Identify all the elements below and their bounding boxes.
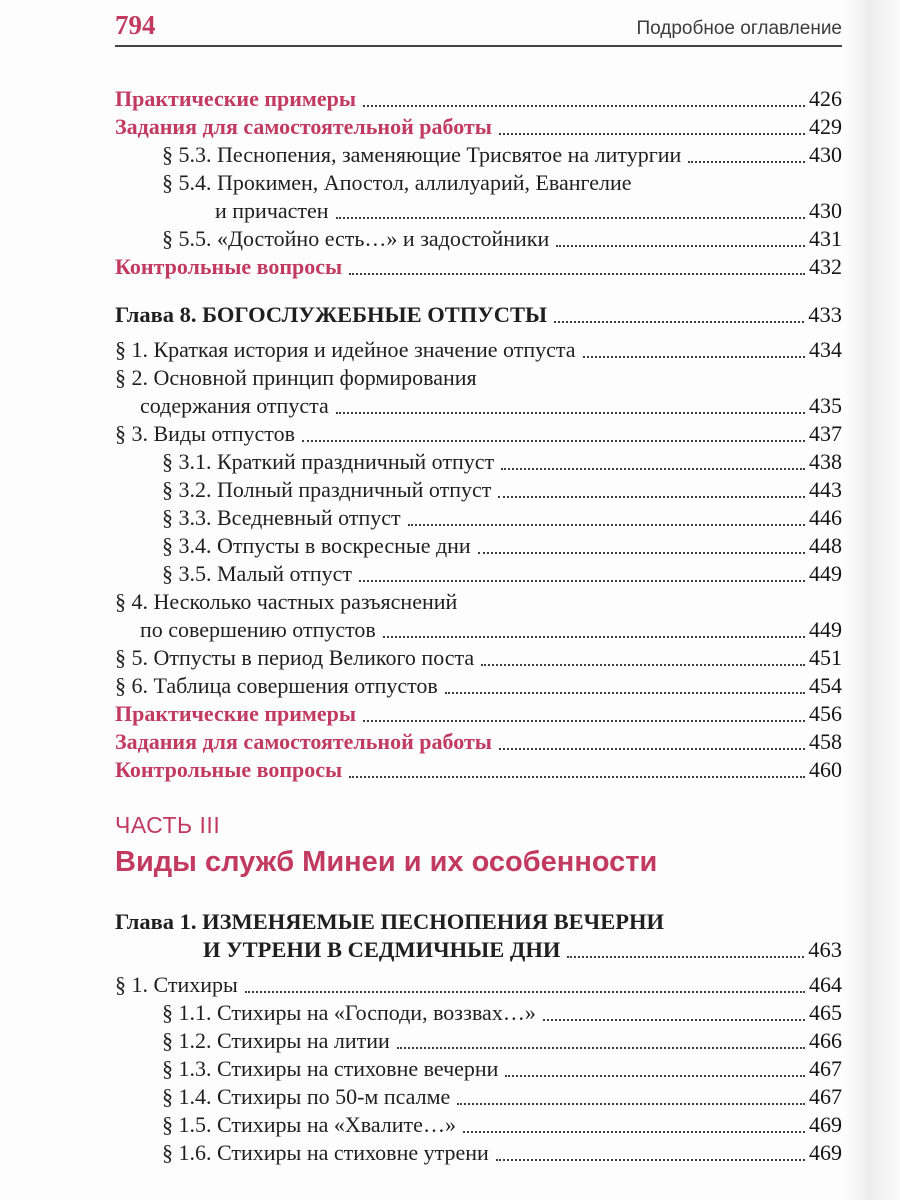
- toc-entry-page: 454: [809, 673, 842, 698]
- dot-leader: [554, 321, 804, 323]
- dot-leader: [583, 356, 805, 358]
- toc-entry-page: 460: [809, 757, 842, 782]
- toc-entry-label: § 5.4. Прокимен, Апостол, аллилуарий, Евангелие: [162, 170, 632, 195]
- toc-entry: [115, 113, 842, 141]
- toc-entry-label: § 3.4. Отпусты в воскресные дни: [162, 533, 471, 558]
- toc-entry-label: Контрольные вопросы: [115, 254, 343, 279]
- page-number: 794: [115, 10, 156, 40]
- toc-entry: [115, 700, 842, 728]
- dot-leader: [245, 991, 805, 993]
- toc-entry-page: 467: [809, 1084, 842, 1109]
- toc-entry: [115, 756, 842, 784]
- toc-entry-label: Глава 8. БОГОСЛУЖЕБНЫЕ ОТПУСТЫ: [115, 302, 548, 327]
- dot-leader: [363, 720, 805, 722]
- toc-entry: [115, 336, 842, 364]
- toc-entry: [115, 197, 842, 225]
- dot-leader: [688, 161, 805, 163]
- toc-entry-label: Практические примеры: [115, 86, 357, 111]
- dot-leader: [505, 1075, 805, 1077]
- toc-entry-page: 463: [808, 937, 842, 962]
- dot-leader: [457, 1103, 805, 1105]
- toc-entry: [115, 1055, 842, 1083]
- running-header-title: Подробное оглавление: [636, 18, 842, 39]
- table-of-contents: [115, 85, 842, 1167]
- dot-leader: [498, 496, 805, 498]
- toc-entry: [115, 448, 842, 476]
- toc-entry: [115, 1083, 842, 1111]
- toc-entry-label: § 1. Краткая история и идейное значение отпуста: [115, 337, 576, 362]
- toc-entry-page: 464: [809, 972, 842, 997]
- toc-entry: [115, 728, 842, 756]
- toc-entry-page: 438: [809, 449, 842, 474]
- toc-entry-label: Контрольные вопросы: [115, 757, 343, 782]
- toc-entry: [115, 420, 842, 448]
- toc-entry: [115, 644, 842, 672]
- toc-entry-page: 469: [809, 1140, 842, 1165]
- toc-entry-page: 443: [809, 477, 842, 502]
- toc-entry: [115, 971, 842, 999]
- toc-entry: [115, 1139, 842, 1167]
- toc-entry: [115, 999, 842, 1027]
- toc-entry-label: Практические примеры: [115, 701, 357, 726]
- toc-entry-page: 451: [809, 645, 842, 670]
- toc-entry-label: § 1.6. Стихиры на стиховне утрени: [162, 1140, 489, 1165]
- toc-entry-page: 449: [809, 561, 842, 586]
- toc-entry-label: содержания отпуста: [140, 393, 329, 418]
- dot-leader: [445, 692, 805, 694]
- toc-entry-page: 448: [809, 533, 842, 558]
- toc-entry: [115, 141, 842, 169]
- toc-entry-label: § 5.3. Песнопения, заменяющие Трисвятое на литургии: [162, 142, 682, 167]
- toc-entry: [115, 560, 842, 588]
- toc-entry: [115, 588, 842, 616]
- toc-entry: [115, 532, 842, 560]
- toc-entry: [115, 1027, 842, 1055]
- toc-entry-label: § 1.1. Стихиры на «Господи, воззвах…»: [162, 1000, 536, 1025]
- toc-entry-label: § 1.4. Стихиры по 50-м псалме: [162, 1084, 451, 1109]
- dot-leader: [499, 133, 805, 135]
- toc-entry: [115, 616, 842, 644]
- toc-entry-page: 437: [809, 421, 842, 446]
- toc-entry-page: 446: [809, 505, 842, 530]
- dot-leader: [336, 412, 805, 414]
- toc-entry-label: по совершению отпустов: [140, 617, 376, 642]
- dot-leader: [499, 748, 805, 750]
- toc-entry: [115, 1111, 842, 1139]
- dot-leader: [556, 245, 805, 247]
- dot-leader: [359, 580, 805, 582]
- toc-entry-label: и причастен: [215, 198, 329, 223]
- dot-leader: [397, 1047, 805, 1049]
- toc-entry-page: 456: [809, 701, 842, 726]
- toc-entry-label: § 5.5. «Достойно есть…» и задостойники: [162, 226, 550, 251]
- toc-entry-label: § 3.1. Краткий праздничный отпуст: [162, 449, 495, 474]
- toc-entry-page: 429: [809, 114, 842, 139]
- toc-entry: [115, 364, 842, 392]
- part-label: ЧАСТЬ III: [115, 812, 221, 838]
- toc-entry: [115, 672, 842, 700]
- dot-leader: [501, 468, 805, 470]
- toc-entry-label: § 3. Виды отпустов: [115, 421, 295, 446]
- toc-entry: [115, 169, 842, 197]
- toc-entry: [115, 85, 842, 113]
- toc-entry-page: 435: [809, 393, 842, 418]
- toc-entry-label: § 2. Основной принцип формирования: [115, 365, 477, 390]
- dot-leader: [567, 956, 804, 958]
- toc-entry-label: § 5. Отпусты в период Великого поста: [115, 645, 475, 670]
- toc-entry: [115, 908, 842, 936]
- toc-entry: [115, 476, 842, 504]
- toc-entry: [115, 225, 842, 253]
- part-title: Виды служб Минеи и их особенности: [115, 846, 658, 878]
- toc-entry-page: 432: [809, 254, 842, 279]
- toc-entry-label: § 6. Таблица совершения отпустов: [115, 673, 438, 698]
- toc-entry-page: 433: [808, 302, 842, 327]
- toc-entry-label: Задания для самостоятельной работы: [115, 729, 492, 754]
- toc-entry-page: 431: [809, 226, 842, 251]
- toc-entry-page: 430: [809, 198, 842, 223]
- toc-entry-label: § 4. Несколько частных разъяснений: [115, 589, 458, 614]
- toc-entry-label: § 1.5. Стихиры на «Хвалите…»: [162, 1112, 456, 1137]
- dot-leader: [543, 1019, 805, 1021]
- toc-entry: [115, 301, 842, 329]
- toc-entry-page: 449: [809, 617, 842, 642]
- dot-leader: [478, 552, 805, 554]
- toc-entry-label: И УТРЕНИ В СЕДМИЧНЫЕ ДНИ: [203, 937, 561, 962]
- toc-entry: [115, 392, 842, 420]
- dot-leader: [496, 1159, 805, 1161]
- toc-entry-label: § 1.3. Стихиры на стиховне вечерни: [162, 1056, 499, 1081]
- toc-entry: [115, 253, 842, 281]
- toc-entry-page: 434: [809, 337, 842, 362]
- toc-entry-label: Задания для самостоятельной работы: [115, 114, 492, 139]
- dot-leader: [463, 1131, 805, 1133]
- dot-leader: [481, 664, 805, 666]
- toc-entry: [115, 504, 842, 532]
- toc-entry-page: 469: [809, 1112, 842, 1137]
- toc-entry-label: § 3.3. Вседневный отпуст: [162, 505, 401, 530]
- toc-entry-label: Глава 1. ИЗМЕНЯЕМЫЕ ПЕСНОПЕНИЯ ВЕЧЕРНИ: [115, 909, 664, 934]
- dot-leader: [383, 636, 805, 638]
- toc-entry-page: 467: [809, 1056, 842, 1081]
- toc-entry-page: 465: [809, 1000, 842, 1025]
- dot-leader: [336, 217, 805, 219]
- toc-entry-label: § 1.2. Стихиры на литии: [162, 1028, 390, 1053]
- dot-leader: [349, 273, 805, 275]
- toc-entry-page: 458: [809, 729, 842, 754]
- toc-entry-label: § 1. Стихиры: [115, 972, 238, 997]
- dot-leader: [408, 524, 805, 526]
- dot-leader: [363, 105, 805, 107]
- toc-entry: [115, 936, 842, 964]
- toc-entry-page: 466: [809, 1028, 842, 1053]
- dot-leader: [302, 440, 805, 442]
- toc-entry-page: 426: [809, 86, 842, 111]
- toc-entry-page: 430: [809, 142, 842, 167]
- toc-entry-label: § 3.2. Полный праздничный отпуст: [162, 477, 492, 502]
- toc-entry-label: § 3.5. Малый отпуст: [162, 561, 353, 586]
- dot-leader: [349, 776, 805, 778]
- running-header: [115, 12, 842, 47]
